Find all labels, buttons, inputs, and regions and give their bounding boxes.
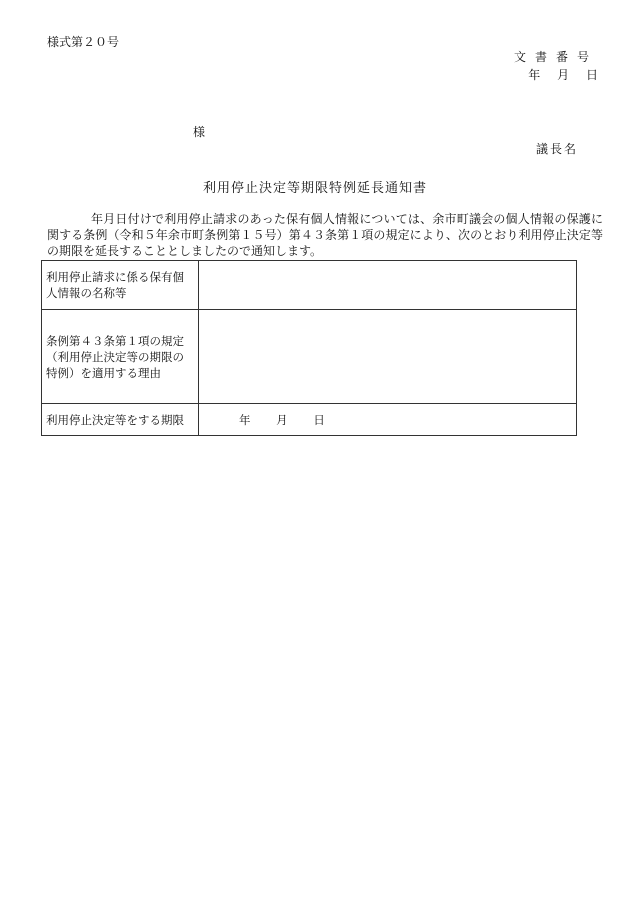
row-value-reason	[199, 310, 577, 404]
row-label-deadline: 利用停止決定等をする期限	[42, 404, 199, 436]
body-paragraph: 年月日付けで利用停止請求のあった保有個人情報については、余市町議会の個人情報の保護に関する条例（令和５年余市町条例第１５号）第４３条第１項の規定により、次のとおり利用停止決定等の期限を延長することとしましたので通知します。	[47, 212, 603, 258]
document-title: 利用停止決定等期限特例延長通知書	[202, 181, 427, 196]
document-date	[515, 66, 598, 83]
addressee: 様	[193, 125, 206, 139]
date-month: 月	[557, 68, 570, 82]
table-row	[42, 261, 577, 310]
row-value-deadline	[199, 404, 577, 436]
date-day: 日	[585, 68, 598, 82]
info-table	[41, 260, 577, 436]
form-number: 様式第２０号	[47, 35, 120, 49]
deadline-month: 月	[276, 412, 288, 427]
sender-name: 議長名	[535, 142, 578, 156]
deadline-year: 年	[239, 412, 251, 427]
document-number-label: 文書番号	[513, 50, 598, 64]
deadline-day: 日	[313, 412, 325, 427]
row-label-info-name: 利用停止請求に係る保有個人情報の名称等	[42, 261, 199, 310]
row-label-reason: 条例第４３条第１項の規定（利用停止決定等の期限の特例）を適用する理由	[42, 310, 199, 404]
row-value-info-name	[199, 261, 577, 310]
table-row	[42, 404, 577, 436]
table-row	[42, 310, 577, 404]
date-year: 年	[528, 68, 541, 82]
